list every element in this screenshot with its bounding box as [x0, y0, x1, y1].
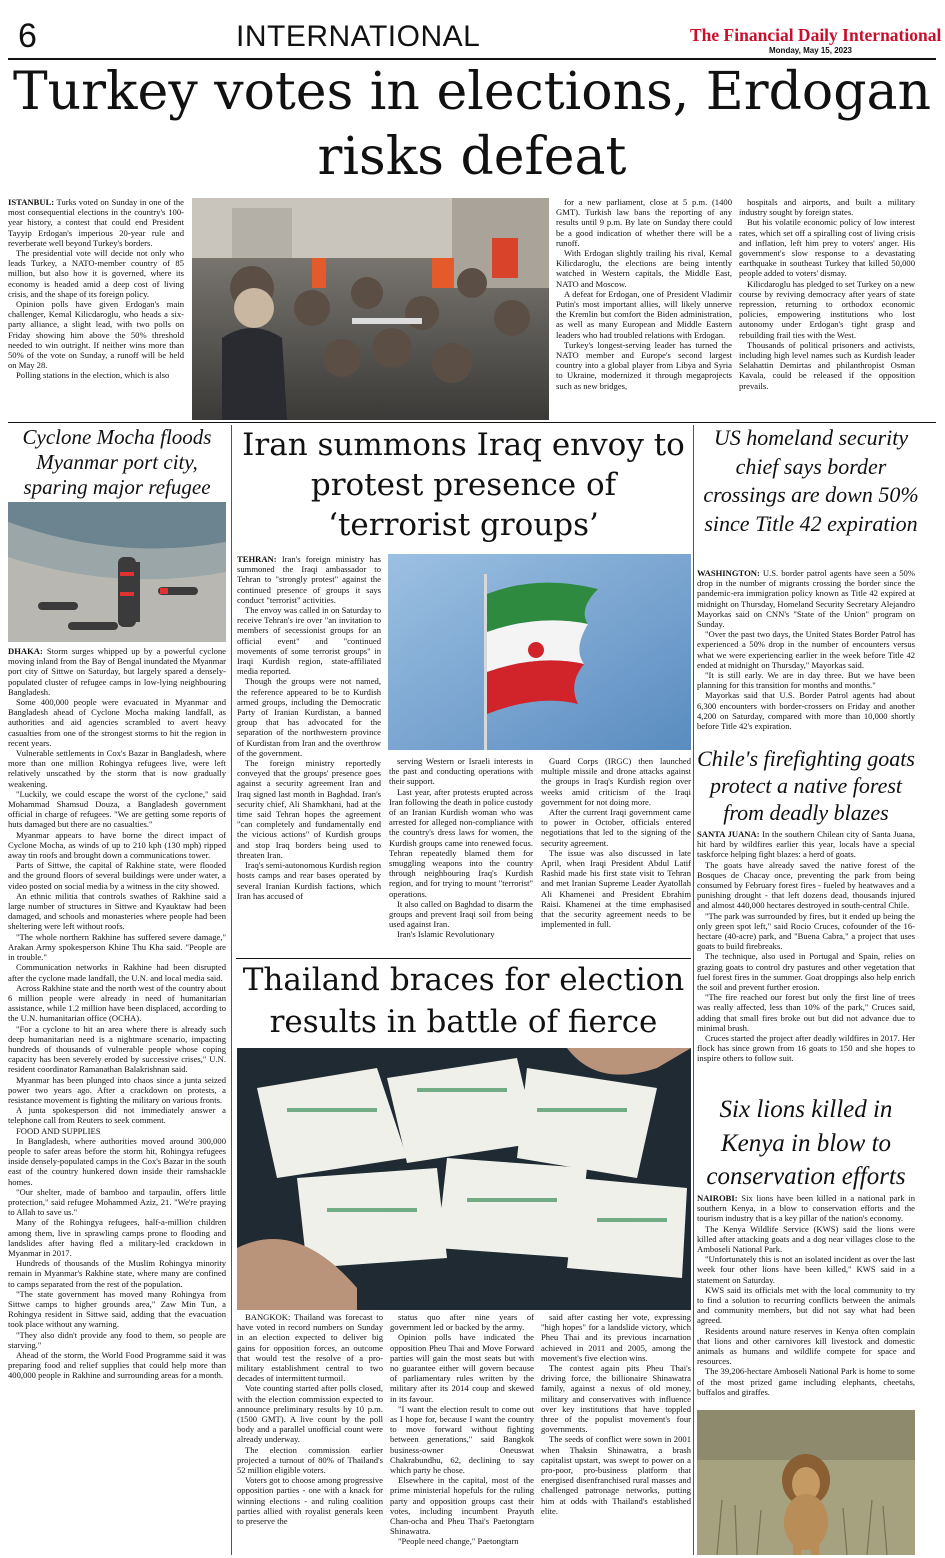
paragraph	[697, 860, 915, 911]
paragraph	[8, 1075, 226, 1106]
paragraph	[8, 646, 226, 697]
paragraph-text: After the current Iraqi government came to power in October, officials entered negotiations that led to the signing of the security agreement.	[541, 807, 691, 848]
paragraph	[697, 690, 915, 731]
paragraph	[8, 1217, 226, 1258]
iran-col-2	[389, 756, 533, 940]
paragraph-text: "Our shelter, made of bamboo and tarpaulin, offers little protection," said refugee Mohammed Aziz, 21. "We're praying to Allah to save us."	[8, 1186, 226, 1218]
paragraph	[237, 1312, 383, 1383]
turkey-col-3	[739, 197, 915, 391]
paragraph-text: Parts of Sittwe, the capital of Rakhine state, were flooded and the ground floors of several buildings were under water, a video posted on social media by a witness in the city showed.	[8, 860, 226, 891]
paragraph-text: status quo after nine years of government led or backed by the army.	[390, 1312, 534, 1333]
paragraph	[8, 932, 226, 963]
paragraph-text: Guard Corps (IRGC) then launched multiple missile and drone attacks against the groups in Iraq's Kurdish region over weeks amid criticism of the Iraqi government for not doing more.	[541, 756, 691, 807]
paragraph-text: Communication networks in Rakhine had been disrupted after the cyclone made landfall, the U.N. and local media said.	[8, 962, 226, 983]
paragraph-text: A junta spokesperson did not immediately answer a telephone call from Reuters to seek comment.	[8, 1105, 226, 1126]
paragraph	[541, 756, 691, 807]
paragraph-text: "People need change," Paetongtarn	[398, 1536, 519, 1547]
paragraph	[541, 1434, 691, 1516]
dateline: TEHRAN:	[237, 554, 277, 564]
paragraph	[739, 217, 915, 278]
paragraph-text: The election commission earlier projected a turnout of 80% of Thailand's 52 million eligible voters.	[237, 1444, 383, 1476]
paragraph-text: But his volatile economic policy of low interest rates, which set off a spiralling cost of living crisis and inflation, left him prey to voters' anger. His government's slow response to a devastating earthquake in southeast Turkey that killed 50,000 people added to voters' dismay.	[739, 217, 915, 279]
chile-body	[697, 829, 915, 1064]
paragraph-text: Last year, after protests erupted across Iran following the death in police custody of an Iranian Kurdish woman who was arrested for alleged non-compliance with the country's dress laws for women, the Kurdish groups came into renewed focus. Tehran repeatedly blamed them for smuggling weapons into the country through neighbouring Iraq's Kurdish region, and for trying to mount "terrorist" operations.	[389, 786, 533, 899]
paragraph-text: serving Western or Israeli interests in the past and conducting operations with their support.	[389, 756, 533, 787]
paragraph-text: Iran's foreign ministry has summoned the Iraqi ambassador to Tehran to "strongly protest" against the continued presence of groups it says conduct "terrorist" activities.	[237, 554, 381, 605]
thailand-col-1	[237, 1312, 383, 1526]
paragraph	[8, 748, 226, 789]
paragraph-text: It also called on Baghdad to disarm the groups and prevent Iraqi soil from being used against Iran.	[389, 898, 533, 930]
paper-name: The Financial Daily International	[690, 25, 942, 45]
paragraph	[390, 1312, 534, 1332]
paragraph	[237, 1383, 383, 1444]
paragraph-text: "Luckily, we could escape the worst of the cyclone," said Mohammad Shamsud Douza, a Bangladesh government official in charge of refugees. "We are getting some reports of huts damaged but there are no casualties."	[8, 788, 226, 830]
dateline: SANTA JUANA:	[697, 829, 760, 839]
paragraph-text: Elsewhere in the capital, most of the prime ministerial hopefuls for the ruling party and opposition groups cast their votes, including incumbent Prayuth Chan-ocha and Pheu Thai's Paetongtarn Shinawatra.	[390, 1475, 534, 1537]
dateline: NAIROBI:	[697, 1193, 738, 1203]
paragraph	[8, 299, 184, 370]
turkey-bottom-rule	[8, 422, 936, 423]
paragraph	[697, 1254, 915, 1285]
paragraph	[541, 848, 691, 930]
paragraph	[8, 860, 226, 891]
paragraph-text: Residents around nature reserves in Kenya often complain that lions and other carnivores kill livestock and domestic animals as humans and wildlife compete for space and resources.	[697, 1325, 915, 1367]
paragraph	[697, 1326, 915, 1367]
iran-col-3	[541, 756, 691, 929]
paragraph-text: Iran's Islamic Revolutionary	[397, 929, 495, 940]
paragraph-text: In the southern Chilean city of Santa Juana, hit hard by wildfires earlier this year, locals have a special taskforce helping fight blazes: a herd of goats.	[697, 829, 915, 860]
paragraph	[697, 1366, 915, 1397]
paragraph	[697, 1224, 915, 1255]
paragraph-text: The Kenya Wildlife Service (KWS) said the lions were killed after attacking goats and a dog near villages close to the Amboseli National Park.	[697, 1223, 915, 1255]
paragraph-text: The seeds of conflict were sown in 2001 when Thaksin Shinawatra, a brash capitalist upstart, was swept to power on a pro-poor, pro-business platform that energised disenfranchised rural masses and challenged patronage networks, putting him at odds with Thailand's established elite.	[541, 1434, 691, 1516]
paragraph-text: "The fire reached our forest but only the first line of trees was really affected, less than 10% of the park," Cruces said, adding that small fires broke out but did not advance due to minimal brush.	[697, 992, 915, 1033]
paragraph-text: "I want the election result to come out as I hope for, because I want the country to move forward without fighting between generations," said Bangkok business-owner Oneuswat Chakrabundhu, 62, declining to say which party he chose.	[390, 1403, 534, 1476]
paragraph-text: In Bangladesh, where authorities moved around 300,000 people to safer areas before the storm hit, Rohingya refugees inside densely-populated camps in the Cox's Bazar in the south east of the country hunkered down inside their ramshackle homes.	[8, 1135, 226, 1187]
paragraph	[541, 1312, 691, 1363]
paragraph-text: Thousands of political prisoners and activists, including high level names such as Kurdish leader Selahattin Demirtas and philanthropist Osman Kavala, could be released if the opposition prevails.	[739, 339, 915, 391]
paragraph-text: Turkey's longest-serving leader has turned the NATO member and Europe's second largest country into a global player from Libya and Syria to Ukraine, modernized it through megaprojects such as new bridges,	[556, 339, 732, 391]
turkey-headline: Turkey votes in elections, Erdogan risks defeat	[13, 62, 931, 187]
paragraph-text: With Erdogan slightly trailing his rival, Kemal Kilicdaroglu, the elections are being intently watched in Western capitals, the Middle East, NATO and Moscow.	[556, 248, 732, 289]
chile-headline: Chile's firefighting goats protect a native forest from deadly blazes	[697, 746, 915, 825]
paragraph	[739, 279, 915, 340]
cyclone-beach-photo	[8, 502, 226, 642]
paragraph-text: Vote counting started after polls closed, with the election commission expected to announce preliminary results by 10 p.m. (1500 GMT). A live count by the poll body and a parallel unofficial count were already underway.	[237, 1383, 383, 1445]
paragraph-text: "The park was surrounded by fires, but it ended up being the only green spot left," said Rocio Cruces, cofounder of the 16-hectare (40-acre) park, and "Buena Cabra," a project that uses goats to build firebreaks.	[697, 910, 915, 952]
dateline: DHAKA:	[8, 646, 43, 656]
paragraph-text: "The state government has moved many Rohingya from Sittwe camps to higher grounds area," Zaw Min Tun, a Rohingya resident in Sittwe said, adding that the evacuation took place without any warning.	[8, 1288, 226, 1330]
paragraph	[8, 370, 184, 380]
paragraph	[8, 983, 226, 1024]
paragraph-text: The issue was also discussed in late April, when Iraqi President Abdul Latif Rashid made his first state visit to Tehran and met Iranian Supreme Leader Ayatollah Ali Khamenei and President Ebrahim Raisi. Khamenei at the time emphasised that the security agreement needs to be implemented in full.	[541, 847, 691, 930]
paragraph	[697, 911, 915, 952]
us-border-body	[697, 568, 915, 731]
section-title: INTERNATIONAL	[236, 20, 481, 53]
paragraph	[8, 197, 184, 248]
paragraph	[739, 340, 915, 391]
paragraph	[8, 962, 226, 982]
paragraph-text: Across Rakhine state and the north west of the country about 6 million people were already in need of humanitarian assistance, while 1.2 million have been displaced, according to the U.N. humanitarian office (OCHA).	[8, 982, 226, 1024]
paragraph-text: Mayorkas said that U.S. Border Patrol agents had about 6,300 encounters with border-crossers on Friday and another 4,200 on Saturday, compared with more than 10,000 shortly before Title 42's expiration.	[697, 690, 915, 732]
paragraph	[697, 829, 915, 860]
column-divider-right	[693, 425, 694, 1555]
paragraph	[556, 197, 732, 248]
paragraph-text: "They also didn't provide any food to them, so people are starving."	[8, 1329, 226, 1350]
paragraph-text: "For a cyclone to hit an area where there is already such deep humanitarian need is a nightmare scenario, impacting hundreds of thousands of vulnerable people whose coping capacity has been severely eroded by successive crises," U.N. resident coordinator Ramanathan Balakrishnan said.	[8, 1023, 226, 1075]
paragraph	[389, 899, 533, 930]
paragraph-text: for a new parliament, close at 5 p.m. (1400 GMT). Turkish law bans the reporting of any results until 9 p.m. By late on Sunday there could be a good indication of whether there will be a runoff.	[556, 197, 732, 248]
lion-photo	[697, 1410, 915, 1555]
paragraph	[8, 1024, 226, 1075]
thailand-headline: Thailand braces for election results in battle of fierce	[242, 962, 685, 1040]
paragraph	[697, 629, 915, 670]
paragraph-text: Myanmar appears to have borne the direct impact of Cyclone Mocha, as winds of up to 210 kph (130 mph) ripped away tin roofs and brought down a communications tower.	[8, 829, 226, 861]
paragraph-text: "The whole northern Rakhine has suffered severe damage," Arakan Army spokesperson Khine Thu Kha said. "People are in trouble."	[8, 931, 226, 963]
paragraph	[237, 758, 381, 860]
paragraph	[8, 1105, 226, 1125]
iran-headline: Iran summons Iraq envoy to protest presence of ‘terrorist groups’	[242, 427, 685, 543]
paragraph-text: Opinion polls have given Erdogan's main challenger, Kemal Kilicdaroglu, who heads a six-party alliance, a slight lead, with two polls on Friday showing him above the 50% threshold needed to win outright. If neither wins more than 50% of the vote on Sunday, a runoff will be held on May 28.	[8, 299, 184, 371]
lions-body	[697, 1193, 915, 1397]
paragraph-text: "It is still early. We are in day three. But we have been planning for this transition for months and months."	[697, 670, 915, 691]
paragraph-text: Though the groups were not named, the reference appeared to be to Kurdish armed groups, including the Democratic Party of Iranian Kurdistan, a banned group that has advocated for the separation of the northwestern province of Kurdistan from Iran and the overthrow of the government.	[237, 676, 381, 758]
iran-flag-photo	[388, 554, 691, 750]
thailand-col-3	[541, 1312, 691, 1516]
turkey-col-1	[8, 197, 184, 381]
paragraph-text: Vulnerable settlements in Cox's Bazar in Bangladesh, where more than one million Rohingya refugees live, were left relatively unscathed by the storm that is now gradually weakening.	[8, 748, 226, 789]
paragraph-text: said after casting her vote, expressing "high hopes" for a landslide victory, which Pheu Thai and its previous incarnation achieved in 2011 and 2005, among the movement's five election wins.	[541, 1312, 691, 1363]
paragraph	[8, 1330, 226, 1350]
paragraph-text: "Unfortunately this is not an isolated incident as over the last week four other lions have been killed," KWS said in a statement on Saturday.	[697, 1254, 915, 1285]
us-border-headline: US homeland security chief says border crossings are down 50% since Title 42 expiration	[703, 425, 919, 536]
thailand-ballots-photo	[237, 1048, 691, 1310]
column-divider-left	[231, 425, 232, 1555]
paragraph-text: Opinion polls have indicated the opposition Pheu Thai and Move Forward parties will gain the most seats but with no guarantee either will govern because of parliamentary rules written by the military after its 2014 coup and skewed in its favour.	[390, 1332, 534, 1404]
paragraph	[389, 787, 533, 899]
paragraph-text: FOOD AND SUPPLIES	[16, 1125, 101, 1136]
paragraph	[8, 697, 226, 748]
paragraph	[390, 1404, 534, 1475]
paragraph	[237, 1445, 383, 1476]
paragraph	[8, 1136, 226, 1187]
paragraph-text: hospitals and airports, and built a military industry sought by foreign states.	[739, 197, 915, 218]
paragraph	[8, 1350, 226, 1381]
paragraph	[556, 289, 732, 340]
paragraph-text: The 39,206-hectare Amboseli National Park is home to some of the most prized game including elephants, cheetahs, buffalos and giraffes.	[697, 1366, 915, 1397]
paragraph	[697, 992, 915, 1033]
paragraph	[697, 951, 915, 992]
paragraph	[556, 340, 732, 391]
paragraph	[8, 248, 184, 299]
paragraph-text: The contest again pits Pheu Thai's driving force, the billionaire Shinawatra family, against a nexus of old money, military and conservatives with influence over key institutions that have toppled three of the populist movement's four governments.	[541, 1363, 691, 1435]
thailand-col-2	[390, 1312, 534, 1547]
paragraph-text: Voters got to choose among progressive opposition parties - one with a knack for winning elections - and ruling coalition parties allied with royalist generals keen to preserve the	[237, 1475, 383, 1527]
lions-headline: Six lions killed in Kenya in blow to conservation efforts	[706, 1096, 906, 1190]
paragraph	[556, 248, 732, 289]
paragraph	[8, 1258, 226, 1289]
paragraph	[541, 807, 691, 848]
paragraph-text: Hundreds of thousands of the Muslim Rohingya minority remain in Myanmar's Rakhine state, where many are confined to camps separated from the rest of the population.	[8, 1258, 226, 1289]
turkey-col-2	[556, 197, 732, 391]
paragraph	[390, 1475, 534, 1536]
page-number: 6	[18, 17, 37, 55]
paragraph-text: Some 400,000 people were evacuated in Myanmar and Bangladesh ahead of Cyclone Mocha making landfall, as authorities and aid agencies scrambled to avert heavy casualties from one of the strongest storms to hit the region in recent years.	[8, 697, 226, 748]
paragraph-text: Turks voted on Sunday in one of the most consequential elections in the country's 100-year history, a contest that could end President Tayyip Erdogan's imperious 20-year rule and reverberate well beyond Turkey's borders.	[8, 197, 184, 248]
paragraph	[8, 1187, 226, 1218]
paragraph	[8, 1289, 226, 1330]
cyclone-headline: Cyclone Mocha floods Myanmar port city, sparing major refugee	[22, 425, 212, 499]
paragraph	[389, 929, 533, 939]
paragraph-text: Kilicdaroglu has pledged to set Turkey on a new course by reviving democracy after years of state repression, returning to orthodox economic policies, empowering institutions who lost autonomy under Erdogan's tight grasp and rebuilding frail ties with the West.	[739, 278, 915, 340]
issue-date: Monday, May 15, 2023	[769, 46, 852, 55]
paragraph	[237, 676, 381, 758]
paragraph	[390, 1536, 534, 1546]
paragraph-text: Myanmar has been plunged into chaos since a junta seized power two years ago. After a crackdown on protests, a resistance movement is fighting the military on various fronts.	[8, 1074, 226, 1105]
paragraph	[697, 1285, 915, 1326]
paragraph-text: The presidential vote will decide not only who leads Turkey, a NATO-member country of 85 million, but also how it is governed, where its economy is headed amid a deep cost of living crisis, and the shape of its foreign policy.	[8, 248, 184, 299]
paragraph-text: U.S. border patrol agents have seen a 50% drop in the number of migrants crossing the border since the pandemic-era immigration policy known as Title 42 expired at midnight on Thursday, Homeland Security Secretary Alejandro Mayorkas said on CNN's "State of the Union" program on Sunday.	[697, 568, 915, 630]
paragraph	[739, 197, 915, 217]
paragraph-text: The envoy was called in on Saturday to receive Tehran's ire over "an invitation to members of secessionist groups for an official event" and "continued movements of some terrorist groups" in Iraqi Kurdish region, state-affiliated media reported.	[237, 605, 381, 677]
paragraph-text: Ahead of the storm, the World Food Programme said it was preparing food and relief supplies that could help more than 400,000 people in Rakhine and surrounding areas for a month.	[8, 1350, 226, 1381]
paragraph	[237, 554, 381, 605]
paragraph	[237, 605, 381, 676]
paragraph	[237, 860, 381, 901]
paragraph	[237, 1475, 383, 1526]
paragraph-text: The goats have already saved the native forest of the Bosques de Chacay once, preventing the park from being consumed by February forest fires - fueled by heatwaves and a punishing drought - that left dozens dead, thousands injured and almost 440,000 hectares destroyed in south-central Chile.	[697, 859, 915, 911]
dateline: ISTANBUL:	[8, 197, 55, 207]
paragraph-text: Many of the Rohingya refugees, half-a-million children among them, live in sprawling camps prone to flooding and landslides after having fled a military-led crackdown in Myanmar in 2017.	[8, 1217, 226, 1258]
paragraph	[541, 1363, 691, 1434]
paragraph-text: The technique, also used in Portugal and Spain, relies on grazing goats to control dry pastures and other vegetation that fuel forest fires in the summer. Goat droppings also help enrich the soil and prevent further erosion.	[697, 951, 915, 993]
paragraph-text: Cruces started the project after deadly wildfires in 2017. Her flock has since grown from 16 goats to 150 and she hopes to inspire others to follow suit.	[697, 1033, 915, 1064]
paragraph-text: An ethnic militia that controls swathes of Rakhine said a large number of structures in Sittwe and Kyauktaw had been damaged, and schools and monasteries where people had been sheltering were left without roofs.	[8, 890, 226, 932]
paragraph-text: BANGKOK: Thailand was forecast to have voted in record numbers on Sunday in an election expected to deliver big gains for opposition forces, an outcome that would test the resolve of a pro-military establishment central to two decades of intermittent turmoil.	[237, 1312, 383, 1384]
paragraph-text: The foreign ministry reportedly conveyed that the groups' presence goes against a security agreement Iran and Iraq signed last month in Baghdad. Iran's security chief, Ali Shamkhani, had at the time said Tehran hopes the agreement "can completely and fundamentally end the vicious actions" of Kurdish groups and stop Iraq borders being used to threaten Iran.	[237, 758, 381, 860]
paragraph	[697, 568, 915, 629]
paragraph	[8, 830, 226, 861]
iran-col-1	[237, 554, 381, 901]
paragraph	[8, 891, 226, 932]
paragraph-text: Storm surges whipped up by a powerful cyclone moving inland from the Bay of Bengal inundated the Myanmar port city of Sittwe on Saturday, but largely spared a densely-populated cluster of refugee camps in low-lying neighbouring Bangladesh.	[8, 646, 226, 697]
paragraph-text: Iraq's semi-autonomous Kurdish region hosts camps and rear bases operated by several Iranian Kurdish factions, which Iran has accused of	[237, 860, 381, 901]
paragraph-text: Polling stations in the election, which is also	[16, 370, 170, 381]
paragraph	[697, 1193, 915, 1224]
paragraph-text: A defeat for Erdogan, one of President Vladimir Putin's most important allies, will likely unnerve the Kremlin but comfort the Biden administration, as well as many European and Middle Eastern leaders who had troubled relations with Erdogan.	[556, 288, 732, 340]
erdogan-crowd-photo	[192, 198, 549, 420]
paragraph	[8, 1126, 226, 1136]
paragraph-text: KWS said its officials met with the local community to try to find a solution to recurring conflicts between the animals and community members, but did not say what had been agreed.	[697, 1284, 915, 1326]
paragraph	[8, 789, 226, 830]
dateline: WASHINGTON:	[697, 568, 760, 578]
cyclone-body	[8, 646, 226, 1381]
paragraph-text: "Over the past two days, the United States Border Patrol has experienced a 50% drop in the number of encounters versus what we were experiencing earlier in the week before Title 42 ended at midnight on Thursday," Mayorkas said.	[697, 629, 915, 670]
paragraph	[697, 1033, 915, 1064]
paragraph	[389, 756, 533, 787]
paragraph	[390, 1332, 534, 1403]
paragraph-text: Six lions have been killed in a national park in southern Kenya, in a blow to conservation efforts and the tourism industry that is a key pillar of the nation's economy.	[697, 1193, 915, 1224]
paragraph	[697, 670, 915, 690]
